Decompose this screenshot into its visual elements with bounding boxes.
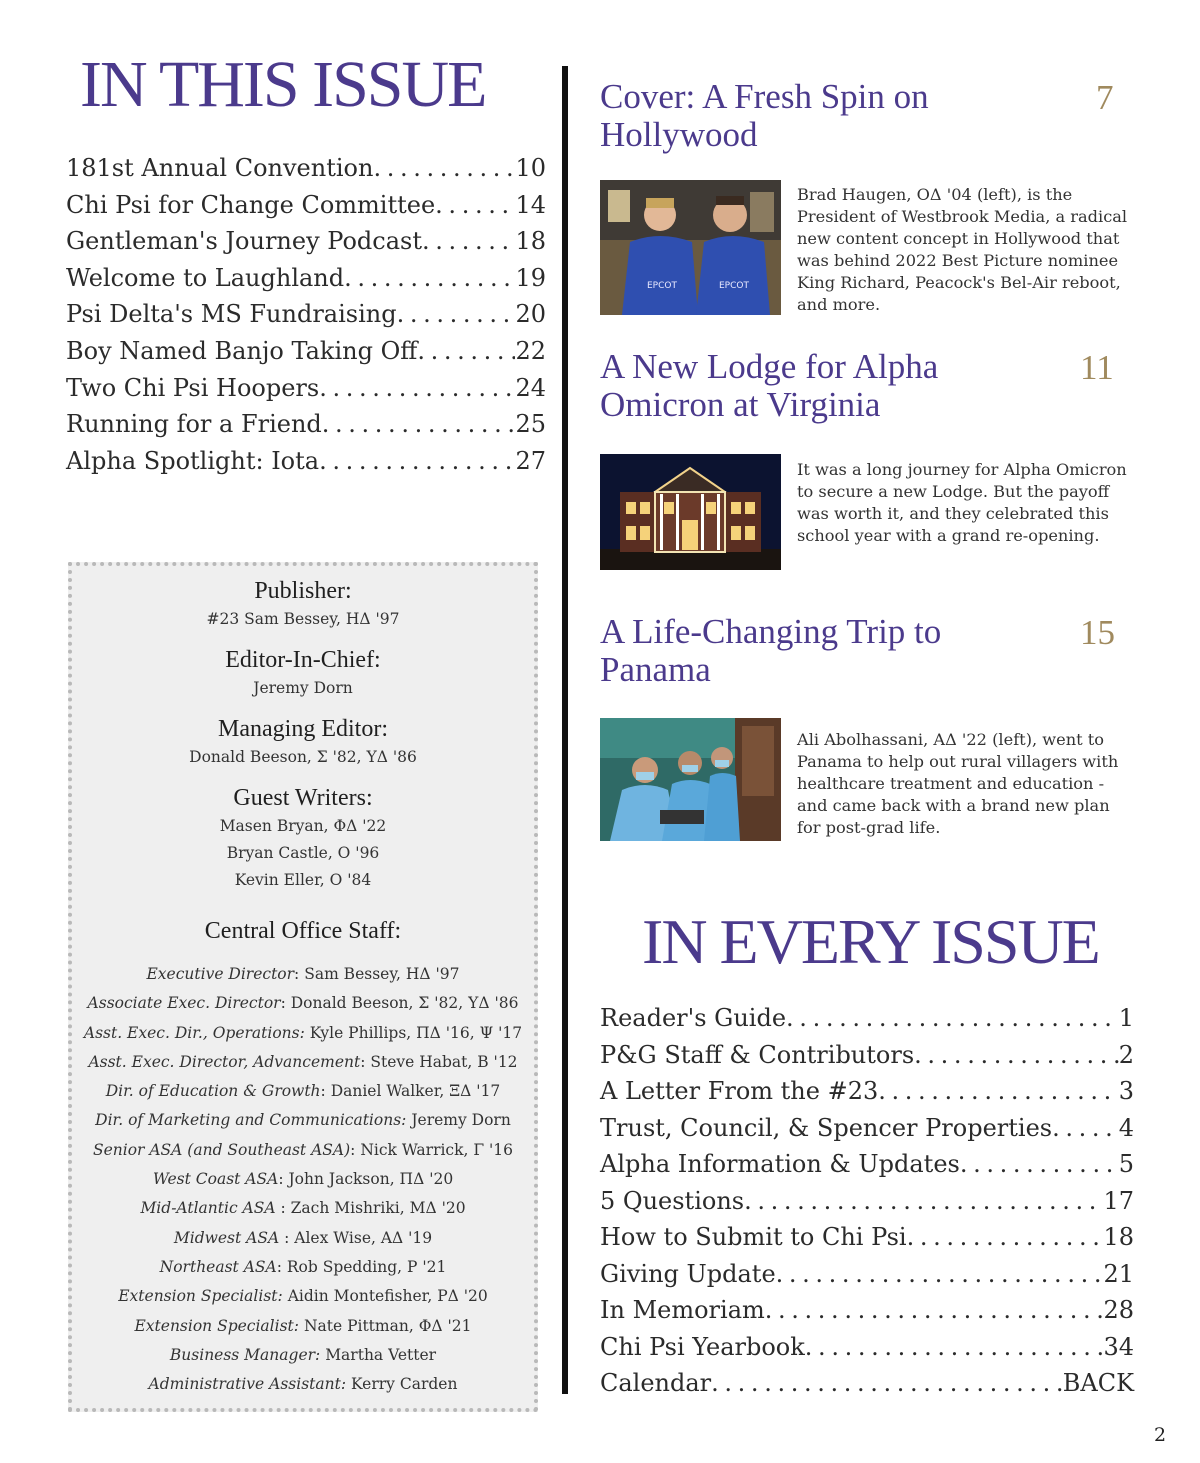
toc-entry-title: Boy Named Banjo Taking Off <box>66 336 418 365</box>
feature-page-number: 15 <box>1080 613 1115 652</box>
staff-role: Midwest ASA <box>173 1228 280 1247</box>
shirt-text: EPCOT <box>719 281 749 291</box>
toc-leader <box>711 1365 1063 1402</box>
toc-entry[interactable] <box>66 296 546 333</box>
toc-entry[interactable] <box>66 150 546 187</box>
toc-entry[interactable] <box>600 1329 1134 1366</box>
staff-line <box>72 1165 534 1194</box>
staff-line <box>72 1253 534 1282</box>
staff-person: Rob Spedding, Ρ '21 <box>286 1257 447 1276</box>
staff-line <box>72 960 534 989</box>
toc-entry-title: How to Submit to Chi Psi <box>600 1223 907 1251</box>
guest-writer: Masen Bryan, ΦΔ '22 <box>219 817 387 835</box>
staff-person: Donald Beeson, Σ '82, ΥΔ '86 <box>290 994 519 1013</box>
staff-person: Nate Pittman, ΦΔ '21 <box>303 1316 472 1335</box>
staff-role: Administrative Assistant: <box>148 1375 347 1394</box>
central-office-list <box>72 960 534 1399</box>
editor-label: Editor-In-Chief: <box>225 647 381 673</box>
staff-person: Aidin Montefisher, ΡΔ '20 <box>287 1287 488 1306</box>
staff-person: Jeremy Dorn <box>411 1111 511 1130</box>
lodge-photo <box>600 454 781 570</box>
toc-entry-page: 21 <box>1103 1259 1134 1288</box>
toc-leader <box>319 443 515 480</box>
toc-leader <box>373 150 515 187</box>
staff-person: Daniel Walker, ΞΔ '17 <box>330 1082 501 1101</box>
toc-entry-page: 27 <box>515 446 546 475</box>
staff-person: Kerry Carden <box>351 1375 458 1394</box>
toc-entry-page: 2 <box>1118 1040 1134 1069</box>
toc-leader <box>435 187 515 224</box>
staff-person: Steve Habat, Β '12 <box>370 1052 518 1071</box>
staff-role: Dir. of Marketing and Communications: <box>95 1111 407 1130</box>
in-this-issue-title: IN THIS ISSUE <box>80 48 486 121</box>
staff-sep: : <box>294 965 305 983</box>
toc-entry[interactable] <box>600 1256 1134 1293</box>
toc-entry[interactable] <box>600 1183 1134 1220</box>
staff-role: Mid-Atlantic ASA <box>140 1199 276 1218</box>
toc-entry[interactable] <box>600 1292 1134 1329</box>
guest-writer: Kevin Eller, Ο '84 <box>234 871 372 889</box>
staff-line <box>72 1282 534 1311</box>
cover-photo <box>600 180 781 315</box>
feature-title[interactable]: Cover: A Fresh Spin on Hollywood <box>600 77 929 154</box>
staff-person: Nick Warrick, Γ '16 <box>360 1140 514 1159</box>
toc-entry[interactable] <box>66 333 546 370</box>
toc-entry[interactable] <box>66 223 546 260</box>
masthead-staff-box <box>68 562 538 1412</box>
toc-leader <box>422 223 515 260</box>
staff-line <box>72 1370 534 1399</box>
guest-writer: Bryan Castle, Ο '96 <box>226 844 380 862</box>
toc-entry-title: Reader's Guide <box>600 1004 787 1032</box>
staff-role: Senior ASA (and Southeast ASA) <box>92 1140 351 1159</box>
staff-sep: : <box>276 1257 287 1276</box>
toc-entry[interactable] <box>600 1000 1134 1037</box>
toc-leader <box>322 406 516 443</box>
toc-entry-title: In Memoriam <box>600 1296 765 1324</box>
staff-line <box>72 1019 534 1048</box>
toc-leader <box>907 1219 1104 1256</box>
panama-photo <box>600 718 781 841</box>
staff-sep: : <box>360 1052 371 1071</box>
toc-entry-title: Trust, Council, & Spencer Properties <box>600 1113 1053 1142</box>
toc-entry-page: 19 <box>515 263 546 292</box>
feature-description: It was a long journey for Alpha Omicron to secure a new Lodge. But the payoff was worth it, and they celebrated this school year with a grand re-opening. <box>797 460 1127 545</box>
toc-entry-title: 5 Questions <box>600 1186 745 1215</box>
in-every-issue-title: IN EVERY ISSUE <box>642 906 1099 977</box>
toc-entry-title: Calendar <box>600 1369 712 1397</box>
toc-entry-title: Running for a Friend <box>66 410 322 439</box>
toc-entry-title: Alpha Spotlight: Iota <box>66 446 320 475</box>
managing-editor-label: Managing Editor: <box>218 716 388 742</box>
toc-entry-page: 3 <box>1118 1077 1134 1105</box>
staff-sep: : <box>320 1082 331 1101</box>
toc-leader <box>344 260 515 297</box>
toc-entry-page: 24 <box>515 373 546 402</box>
toc-entry-title: Alpha Information & Updates <box>600 1150 960 1178</box>
staff-role: Business Manager: <box>169 1345 321 1364</box>
staff-role: Extension Specialist: <box>118 1287 283 1306</box>
staff-role: Executive Director <box>146 965 295 983</box>
toc-entry-page: 20 <box>515 300 546 329</box>
staff-line <box>72 1136 534 1165</box>
toc-leader <box>805 1329 1104 1366</box>
toc-entry-page: 1 <box>1118 1004 1134 1032</box>
in-every-issue-toc <box>600 1000 1134 1402</box>
toc-entry-page: 25 <box>515 410 546 439</box>
toc-entry-title: Giving Update <box>600 1259 776 1288</box>
feature-page-number: 11 <box>1080 348 1114 387</box>
staff-line <box>72 989 534 1018</box>
publisher-label: Publisher: <box>254 578 352 604</box>
toc-entry-title: A Letter From the #23 <box>600 1077 879 1105</box>
toc-entry-page: BACK <box>1062 1369 1134 1397</box>
staff-line <box>72 1341 534 1370</box>
staff-person: Kyle Phillips, ΠΔ '16, Ψ '17 <box>309 1023 523 1042</box>
staff-line <box>72 1224 534 1253</box>
staff-sep: : <box>280 994 291 1013</box>
toc-entry[interactable] <box>66 370 546 407</box>
column-divider <box>562 66 568 1394</box>
toc-entry-page: 18 <box>515 227 546 256</box>
toc-entry-page: 22 <box>515 336 546 365</box>
toc-leader <box>397 296 516 333</box>
staff-person: Sam Bessey, ΗΔ '97 <box>304 965 460 983</box>
toc-entry-title: P&G Staff & Contributors <box>600 1040 915 1069</box>
toc-leader <box>960 1146 1119 1183</box>
editor-name: Jeremy Dorn <box>253 679 353 697</box>
lodge-photo-illustration <box>600 454 781 570</box>
toc-entry-title: Welcome to Laughland <box>66 263 345 292</box>
staff-role: West Coast ASA <box>152 1170 279 1189</box>
staff-person: Martha Vetter <box>325 1345 437 1364</box>
staff-line <box>72 1106 534 1135</box>
toc-entry-page: 5 <box>1118 1150 1134 1178</box>
toc-entry-page: 17 <box>1103 1186 1134 1215</box>
toc-entry-page: 10 <box>515 154 546 182</box>
staff-person: Alex Wise, ΑΔ '19 <box>294 1228 433 1247</box>
publisher-name: #23 Sam Bessey, ΗΔ '97 <box>206 610 400 628</box>
central-office-label: Central Office Staff: <box>204 918 402 944</box>
toc-entry-title: Psi Delta's MS Fundraising <box>66 300 397 329</box>
toc-entry[interactable] <box>600 1110 1134 1147</box>
staff-line <box>72 1312 534 1341</box>
feature-title[interactable]: A Life-Changing Trip to Panama <box>600 612 942 689</box>
panama-photo-illustration <box>600 718 781 841</box>
staff-role: Dir. of Education & Growth <box>105 1082 321 1101</box>
staff-role: Extension Specialist: <box>134 1316 299 1335</box>
staff-sep: : <box>275 1199 291 1218</box>
toc-entry[interactable] <box>600 1037 1134 1074</box>
toc-entry-page: 4 <box>1118 1113 1134 1142</box>
toc-entry-page: 18 <box>1103 1223 1134 1251</box>
toc-leader <box>417 333 515 370</box>
toc-entry-title: Chi Psi Yearbook <box>600 1332 805 1361</box>
staff-sep: : <box>279 1228 295 1247</box>
staff-role: Asst. Exec. Dir., Operations: <box>83 1023 305 1042</box>
staff-person: John Jackson, ΠΔ '20 <box>288 1170 454 1189</box>
feature-description: Ali Abolhassani, ΑΔ '22 (left), went to Panama to help out rural villagers with healthcare treatment and education - and came back with a brand new plan for post-grad life. <box>797 730 1119 837</box>
toc-entry-page: 34 <box>1103 1332 1134 1361</box>
toc-entry[interactable] <box>600 1219 1134 1256</box>
toc-entry-page: 14 <box>515 190 546 219</box>
managing-editor-name: Donald Beeson, Σ '82, ΥΔ '86 <box>189 748 417 766</box>
in-this-issue-toc <box>66 150 546 479</box>
toc-entry[interactable] <box>66 187 546 224</box>
toc-entry-page: 28 <box>1103 1296 1134 1324</box>
staff-line <box>72 1194 534 1223</box>
toc-entry-title: Gentleman's Journey Podcast <box>66 227 422 256</box>
toc-leader <box>914 1037 1119 1074</box>
staff-line <box>72 1077 534 1106</box>
cover-photo-illustration <box>600 180 781 315</box>
feature-title[interactable]: A New Lodge for Alpha Omicron at Virginia <box>600 347 939 424</box>
toc-entry[interactable] <box>600 1146 1134 1183</box>
toc-leader <box>765 1292 1104 1329</box>
toc-entry[interactable] <box>66 260 546 297</box>
staff-role: Asst. Exec. Director, Advancement <box>88 1052 361 1071</box>
toc-entry-title: Two Chi Psi Hoopers <box>66 373 320 402</box>
staff-role: Northeast ASA <box>159 1257 277 1276</box>
staff-person: Zach Mishriki, ΜΔ '20 <box>290 1199 466 1218</box>
staff-role: Associate Exec. Director <box>87 994 281 1013</box>
toc-entry[interactable] <box>66 406 546 443</box>
toc-entry[interactable] <box>600 1365 1134 1402</box>
toc-leader <box>878 1073 1118 1110</box>
toc-entry-title: Chi Psi for Change Committee <box>66 190 436 219</box>
toc-leader <box>776 1256 1104 1293</box>
page-number: 2 <box>1154 1424 1167 1446</box>
shirt-text: EPCOT <box>647 281 677 291</box>
staff-sep: : <box>350 1140 361 1159</box>
toc-entry[interactable] <box>600 1073 1134 1110</box>
feature-page-number: 7 <box>1096 78 1114 117</box>
toc-entry[interactable] <box>66 443 546 480</box>
toc-leader <box>744 1183 1103 1220</box>
toc-entry-title: 181st Annual Convention <box>66 154 374 182</box>
toc-leader <box>786 1000 1119 1037</box>
guest-writers-label: Guest Writers: <box>233 785 373 811</box>
toc-leader <box>319 370 515 407</box>
toc-leader <box>1052 1110 1119 1147</box>
staff-sep: : <box>278 1170 289 1189</box>
staff-line <box>72 1048 534 1077</box>
feature-description: Brad Haugen, ΟΔ '04 (left), is the President of Westbrook Media, a radical new content concept in Hollywood that was behind 2022 Best Picture nominee King Richard, Peacock's Bel-Air reboot, and more. <box>797 185 1128 314</box>
